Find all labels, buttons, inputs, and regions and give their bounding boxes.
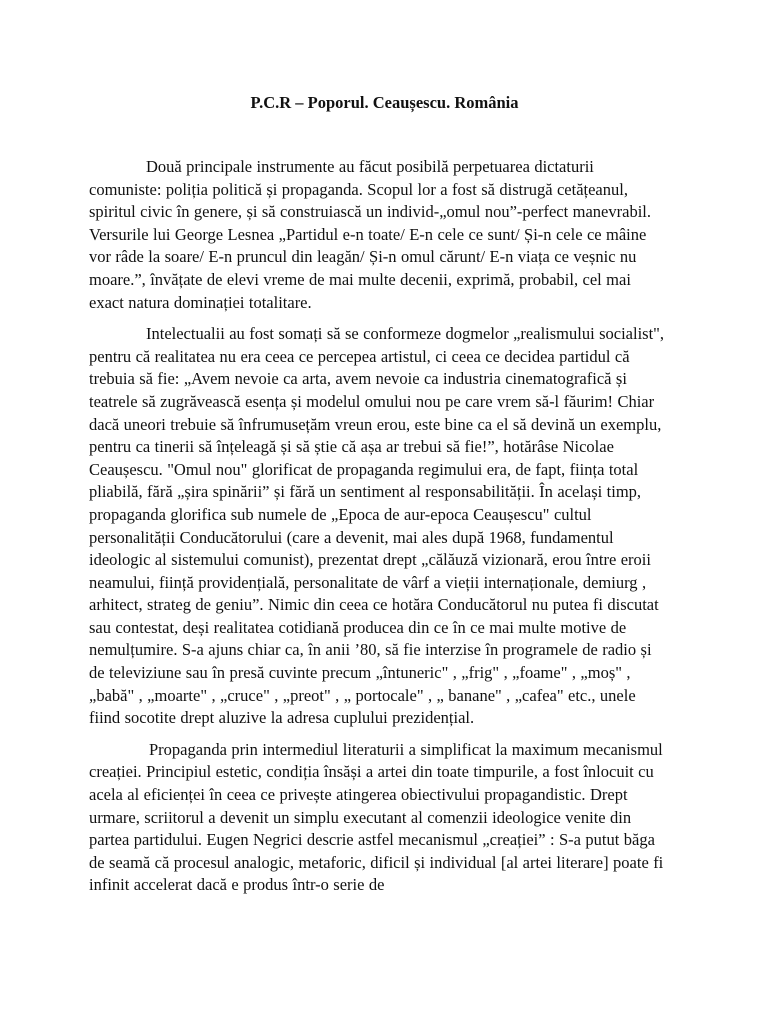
paragraph-3: Propaganda prin intermediul literaturii a simplificat la maximum mecanismul creației. Principiul estetic, condiția însăși a artei din toate timpurile, a fost înlocuit cu acela al eficienței în ceea ce privește atingerea obiectivului propagandistic. Drept urmare, scriitorul a devenit un simplu executant al comenzii ideologice venite din partea partidului. Eugen Negrici descrie astfel mecanismul „creației” : S-a putut băga de seamă că procesul analogic, metaforic, dificil și individual [al artei literare] poate fi infinit accelerat dacă e produs într-o serie de — [89, 739, 664, 895]
paragraph-2: Intelectualii au fost somați să se conformeze dogmelor „realismului socialist", pentru că realitatea nu era ceea ce percepea artistul, ci ceea ce decidea partidul că trebuia să fie: „Avem nevoie ca arta, avem nevoie ca industria cinematografică și teatrele să zugrăvească esența și modelul omului nou pe care vrem să-l făurim! Chiar dacă uneori trebuie să înfrumusețăm vreun erou, este bine ca el să devină un exemplu, pentru ca tinerii să înțeleagă și să știe că așa ar trebui să fie!”, hotărâse Nicolae Ceaușescu. "Omul nou" glorificat de propaganda regimului era, de fapt, ființa total pliabilă, fără „șira spinării” și fără un sentiment al responsabilității. În același timp, propaganda glorifica sub numele de „Epoca de aur-epoca Ceaușescu" cultul personalității Conducătorului (care a devenit, mai ales după 1968, fundamentul ideologic al sistemului comunist), prezentat drept „călăuză vizionară, erou între eroii neamului, ființă providențială, personalitate de vârf a vieții internaționale, demiurg , arhitect, strateg de geniu”. Nimic din ceea ce hotăra Conducătorul nu putea fi discutat sau contestat, deși realitatea cotidiană producea din ce în ce mai multe motive de nemulțumire. S-a ajuns chiar ca, în anii ’80, să fie interzise în programele de radio și de televiziune sau în presă cuvinte precum „întuneric" , „frig" , „foame" , „moș" , „babă" , „moarte" , „cruce" , „preot" , „ portocale" , „ banane" , „cafea" etc., unele fiind socotite drept aluzive la adresa cuplului prezidențial. — [89, 324, 665, 728]
paragraph-1: Două principale instrumente au făcut posibilă perpetuarea dictaturii comuniste: poliția politică și propaganda. Scopul lor a fost să distrugă cetățeanul, spiritul civic în genere, și să construiască un individ-„omul nou”-perfect manevrabil. Versurile lui George Lesnea „Partidul e-n toate/ E-n cele ce sunt/ Și-n cele ce mâine vor râde la soare/ E-n pruncul din leagăn/ Și-n omul cărunt/ E-n viața ce veșnic nu moare.”, învățate de elevi vreme de mai multe decenii, exprimă, probabil, cel mai exact natura dominației totalitare. — [89, 157, 651, 312]
document-title: P.C.R – Poporul. Ceaușescu. România — [250, 93, 519, 112]
